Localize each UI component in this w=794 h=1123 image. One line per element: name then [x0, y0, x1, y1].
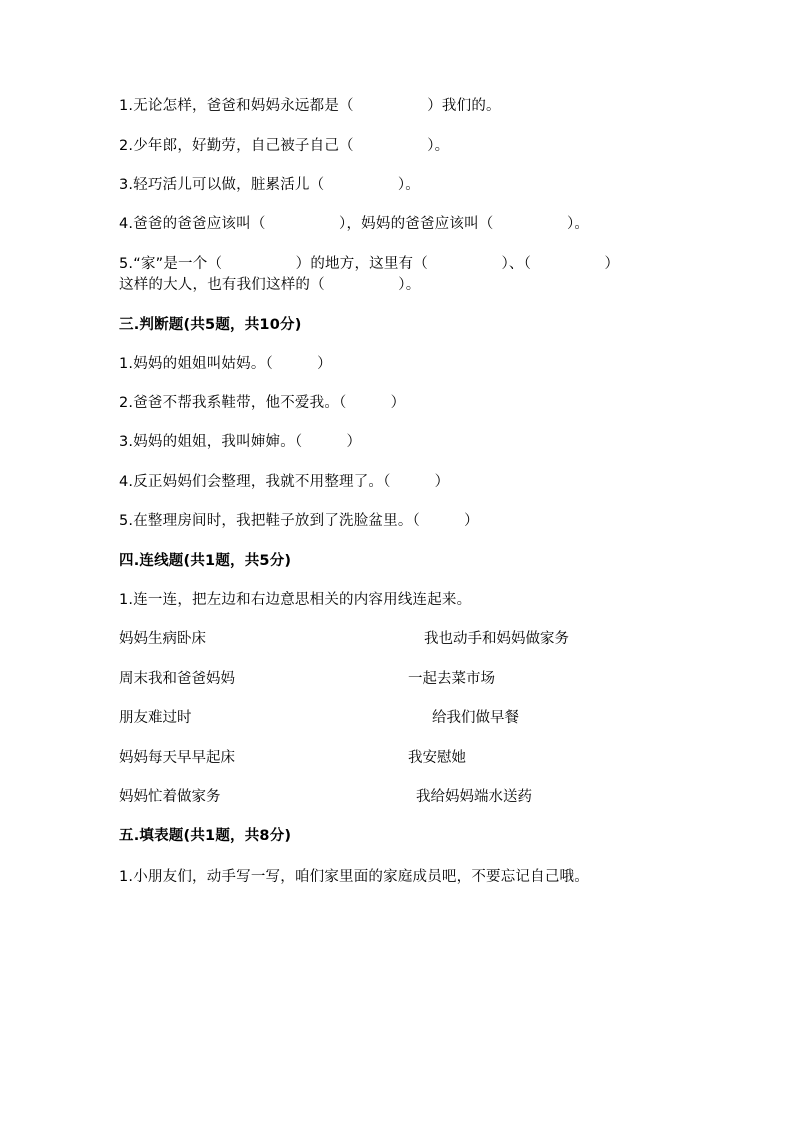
matching-right-item: 我也动手和妈妈做家务 — [424, 631, 569, 647]
matching-section-heading: 四.连线题(共1题，共5分) — [119, 553, 292, 569]
fill-blank-question-5-line-2: 这样的大人，也有我们这样的（ ）。 — [119, 277, 421, 293]
matching-instruction: 1.连一连，把左边和右边意思相关的内容用线连起来。 — [119, 592, 472, 608]
fill-blank-question-3: 3.轻巧活儿可以做，脏累活儿（ ）。 — [119, 177, 420, 193]
matching-left-item: 妈妈每天早早起床 — [119, 750, 235, 766]
matching-left-item: 妈妈生病卧床 — [119, 631, 206, 647]
table-fill-section-heading: 五.填表题(共1题，共8分) — [119, 828, 292, 844]
matching-left-item: 朋友难过时 — [119, 710, 192, 726]
fill-blank-question-2: 2.少年郎，好勤劳，自己被子自己（ ）。 — [119, 138, 450, 154]
matching-right-item: 我安慰她 — [408, 750, 466, 766]
fill-blank-question-5-line-1: 5.“家”是一个（ ）的地方，这里有（ ）、（ ） — [119, 256, 620, 272]
judge-question-3: 3.妈妈的姐姐，我叫婶婶。（ ） — [119, 434, 362, 450]
matching-left-item: 周末我和爸爸妈妈 — [119, 671, 235, 687]
judge-question-5: 5.在整理房间时，我把鞋子放到了洗脸盆里。（ ） — [119, 513, 479, 529]
table-fill-instruction: 1.小朋友们，动手写一写，咱们家里面的家庭成员吧，不要忘记自己哦。 — [119, 869, 589, 885]
matching-right-item: 我给妈妈端水送药 — [416, 789, 532, 805]
matching-left-item: 妈妈忙着做家务 — [119, 789, 221, 805]
judge-section-heading: 三.判断题(共5题，共10分) — [119, 317, 302, 333]
judge-question-4: 4.反正妈妈们会整理，我就不用整理了。（ ） — [119, 474, 450, 490]
judge-question-2: 2.爸爸不帮我系鞋带，他不爱我。（ ） — [119, 395, 406, 411]
fill-blank-question-4: 4.爸爸的爸爸应该叫（ ），妈妈的爸爸应该叫（ ）。 — [119, 216, 590, 232]
matching-right-item: 给我们做早餐 — [432, 710, 519, 726]
fill-blank-question-1: 1.无论怎样，爸爸和妈妈永远都是（ ）我们的。 — [119, 98, 501, 114]
judge-question-1: 1.妈妈的姐姐叫姑妈。（ ） — [119, 356, 332, 372]
matching-right-item: 一起去菜市场 — [408, 671, 495, 687]
